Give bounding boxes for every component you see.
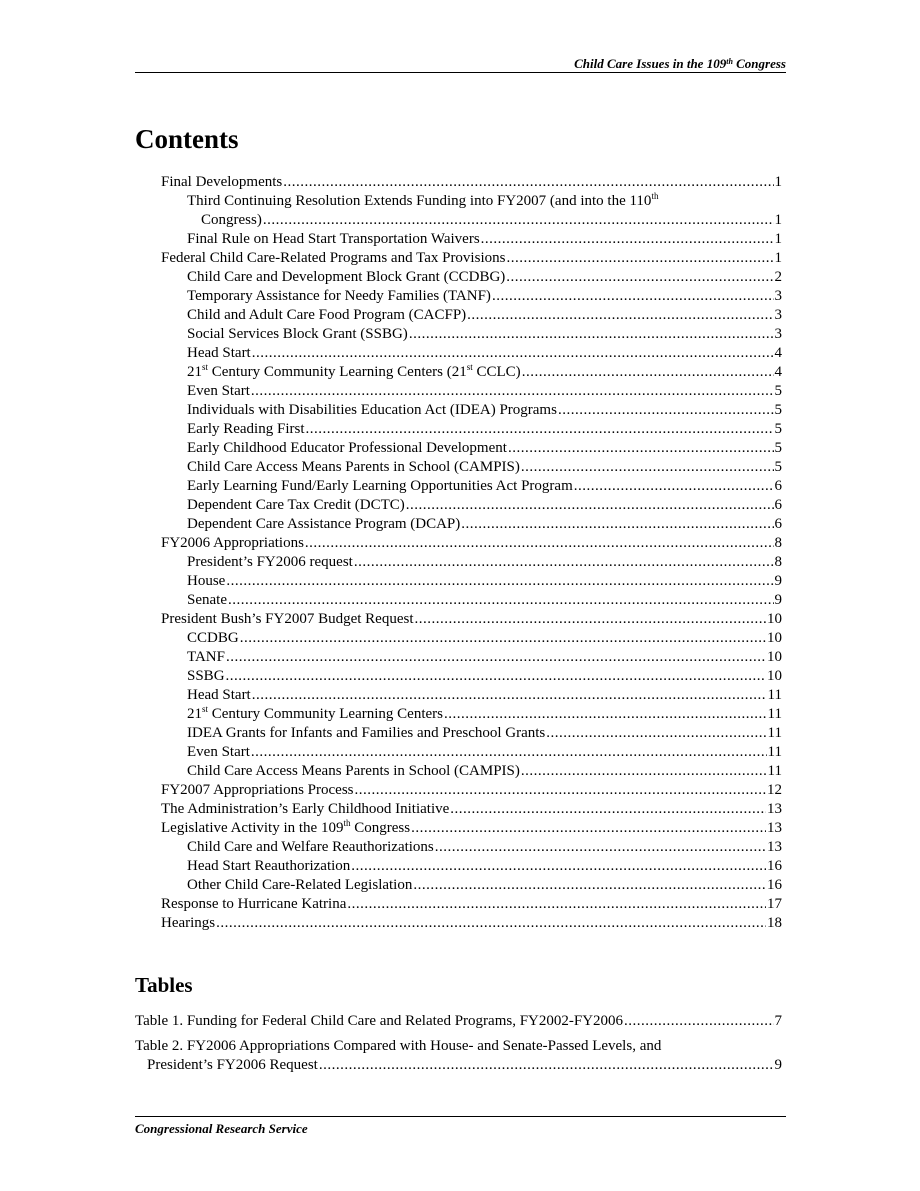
toc-entry-label: Federal Child Care-Related Programs and Tax Provisions [161, 250, 506, 266]
toc-entry-page: 5 [774, 440, 782, 456]
table-entry-label-continued: President’s FY2006 Request [147, 1057, 318, 1073]
toc-entry-page: 11 [767, 687, 782, 703]
dot-leader [228, 591, 774, 610]
toc-entry-label: Dependent Care Tax Credit (DCTC) [187, 497, 405, 513]
toc-entry[interactable] [187, 382, 782, 401]
toc-entry-label-text: 21 [187, 706, 202, 722]
toc-entry-label: Head Start [187, 345, 251, 361]
toc-entry-page: 3 [774, 288, 782, 304]
toc-entry-page: 10 [767, 649, 782, 665]
toc-entry-label: Hearings [161, 915, 216, 931]
dot-leader [251, 382, 774, 401]
toc-entry[interactable] [187, 401, 782, 420]
toc-entry[interactable] [187, 477, 782, 496]
dot-leader [305, 534, 774, 553]
running-footer [135, 1116, 786, 1136]
toc-entry[interactable] [187, 325, 782, 344]
toc-entry-label: President Bush’s FY2007 Budget Request [161, 611, 414, 627]
dot-leader [450, 800, 766, 819]
toc-entry-page: 11 [767, 763, 782, 779]
dot-leader [492, 287, 774, 306]
dot-leader [461, 515, 773, 534]
dot-leader [252, 686, 767, 705]
toc-entry-page: 11 [767, 706, 782, 722]
dot-leader [226, 667, 766, 686]
dot-leader [444, 705, 767, 724]
toc-entry[interactable] [187, 572, 782, 591]
header-title-superscript: th [726, 57, 733, 66]
toc-entry[interactable] [187, 363, 782, 382]
toc-entry-label-text: Legislative Activity in the 109 [161, 820, 344, 836]
toc-entry[interactable] [187, 686, 782, 705]
toc-entry[interactable] [187, 705, 782, 724]
dot-leader [411, 819, 766, 838]
toc-entry-label: Early Childhood Educator Professional Development [187, 440, 507, 456]
dot-leader [355, 781, 767, 800]
toc-entry-page: 5 [774, 459, 782, 475]
toc-entry-label: Child Care and Development Block Grant (CCDBG) [187, 269, 506, 285]
toc-entry-page: 4 [774, 364, 782, 380]
dot-leader [558, 401, 774, 420]
toc-entry[interactable] [187, 192, 782, 230]
dot-leader [347, 895, 766, 914]
dot-leader [252, 344, 774, 363]
toc-entry-superscript: th [343, 818, 351, 828]
toc-entry-label: Child Care Access Means Parents in School (CAMPIS) [187, 459, 520, 475]
running-header [135, 54, 786, 73]
toc-entry[interactable] [187, 667, 782, 686]
table-entry[interactable] [135, 1037, 782, 1075]
toc-entry-page: 6 [774, 478, 782, 494]
toc-entry-page: 2 [774, 269, 782, 285]
dot-leader [251, 743, 767, 762]
toc-entry[interactable] [161, 534, 782, 553]
toc-entry-label: Final Rule on Head Start Transportation Waivers [187, 231, 480, 247]
toc-entry-page: 5 [774, 383, 782, 399]
dot-leader [574, 477, 774, 496]
dot-leader [319, 1056, 774, 1075]
toc-entry-page: 8 [774, 535, 782, 551]
toc-entry-page: 16 [767, 858, 782, 874]
table-entry-page: 9 [774, 1057, 782, 1073]
toc-entry-label [187, 192, 782, 211]
toc-entry-page: 16 [767, 877, 782, 893]
toc-entry-superscript: st [202, 704, 209, 714]
dot-leader [263, 211, 774, 230]
toc-entry[interactable] [187, 724, 782, 743]
toc-entry[interactable] [187, 287, 782, 306]
toc-entry-label-text: Congress [350, 820, 411, 836]
toc-entry[interactable] [161, 610, 782, 629]
toc-entry-label: Child Care and Welfare Reauthorizations [187, 839, 434, 855]
toc-entry-page: 18 [767, 915, 782, 931]
toc-entry-label: FY2006 Appropriations [161, 535, 304, 551]
toc-entry[interactable] [161, 914, 782, 933]
toc-entry[interactable] [187, 591, 782, 610]
toc-entry[interactable] [187, 420, 782, 439]
dot-leader [467, 306, 773, 325]
header-title-suffix: Congress [732, 56, 786, 71]
toc-entry-page: 5 [774, 421, 782, 437]
toc-entry-page: 3 [774, 307, 782, 323]
table-entry-label: Table 2. FY2006 Appropriations Compared with House- and Senate-Passed Levels, and [135, 1038, 662, 1054]
toc-entry-label: Child Care Access Means Parents in School (CAMPIS) [187, 763, 520, 779]
toc-entry-label [161, 819, 410, 838]
toc-entry[interactable] [161, 895, 782, 914]
toc-entry-page: 12 [767, 782, 782, 798]
toc-entry-page: 3 [774, 326, 782, 342]
toc-entry-label: President’s FY2006 request [187, 554, 353, 570]
tables-heading: Tables [135, 973, 193, 997]
dot-leader [506, 268, 773, 287]
toc-entry-page: 10 [767, 630, 782, 646]
dot-leader [415, 610, 766, 629]
toc-entry-page: 9 [774, 592, 782, 608]
toc-entry[interactable] [187, 230, 782, 249]
toc-entry-superscript: st [466, 362, 473, 372]
toc-entry-page: 11 [767, 725, 782, 741]
toc-entry[interactable] [161, 173, 782, 192]
dot-leader [521, 458, 774, 477]
toc-entry-label: Senate [187, 592, 227, 608]
dot-leader [546, 724, 766, 743]
dot-leader [406, 496, 774, 515]
toc-entry-page: 1 [774, 250, 782, 266]
toc-entry-label: Early Reading First [187, 421, 305, 437]
dot-leader [226, 648, 766, 667]
toc-entry-page: 1 [774, 231, 782, 247]
contents-heading: Contents [135, 124, 239, 154]
toc-entry-label: Even Start [187, 383, 250, 399]
toc-entry[interactable] [187, 648, 782, 667]
toc-entry-page: 10 [767, 668, 782, 684]
toc-entry-label: Head Start Reauthorization [187, 858, 351, 874]
footer-text: Congressional Research Service [135, 1121, 308, 1136]
toc-entry-label: Response to Hurricane Katrina [161, 896, 347, 912]
toc-entry-page: 8 [774, 554, 782, 570]
toc-entry-page: 13 [767, 801, 782, 817]
toc-entry-superscript: th [651, 191, 659, 201]
toc-entry-label: SSBG [187, 668, 225, 684]
toc-entry-label: Other Child Care-Related Legislation [187, 877, 413, 893]
toc-entry[interactable] [187, 857, 782, 876]
toc-entry[interactable] [187, 306, 782, 325]
toc-entry-label: Temporary Assistance for Needy Families (TANF) [187, 288, 491, 304]
toc-entry[interactable] [187, 553, 782, 572]
dot-leader [481, 230, 774, 249]
toc-entry-page: 4 [774, 345, 782, 361]
toc-entry-label: Individuals with Disabilities Education Act (IDEA) Programs [187, 402, 557, 418]
header-title [574, 56, 786, 72]
toc-entry[interactable] [187, 629, 782, 648]
toc-entry[interactable] [187, 344, 782, 363]
dot-leader [624, 1012, 773, 1031]
toc-entry[interactable] [187, 762, 782, 781]
dot-leader [283, 173, 773, 192]
toc-entry-page: 6 [774, 497, 782, 513]
dot-leader [506, 249, 773, 268]
toc-entry[interactable] [187, 268, 782, 287]
toc-entry-label: Dependent Care Assistance Program (DCAP) [187, 516, 461, 532]
toc-entry-label: TANF [187, 649, 225, 665]
toc-entry-label-text: 21 [187, 364, 202, 380]
toc-entry-label-text: Century Community Learning Centers [208, 706, 443, 722]
toc-entry-page: 17 [767, 896, 782, 912]
toc-entry-label-text: Third Continuing Resolution Extends Funding into FY2007 (and into the 110 [187, 193, 652, 209]
toc-entry[interactable] [187, 439, 782, 458]
toc-entry-page: 5 [774, 402, 782, 418]
dot-leader [521, 762, 767, 781]
toc-entry[interactable] [187, 876, 782, 895]
toc-entry-label: Head Start [187, 687, 251, 703]
toc-entry[interactable] [161, 800, 782, 819]
toc-entry-label [187, 705, 443, 724]
dot-leader [240, 629, 766, 648]
toc-entry-label: FY2007 Appropriations Process [161, 782, 354, 798]
toc-entry-label: Child and Adult Care Food Program (CACFP) [187, 307, 467, 323]
toc-entry-label: Even Start [187, 744, 250, 760]
list-of-tables [135, 1012, 782, 1081]
toc-entry-page: 6 [774, 516, 782, 532]
dot-leader [305, 420, 773, 439]
toc-entry[interactable] [187, 743, 782, 762]
toc-entry[interactable] [161, 249, 782, 268]
toc-entry-page: 1 [774, 212, 782, 228]
dot-leader [226, 572, 773, 591]
toc-entry[interactable] [187, 515, 782, 534]
toc-entry-label [187, 363, 521, 382]
toc-entry-label: CCDBG [187, 630, 239, 646]
toc-entry-page: 13 [767, 820, 782, 836]
toc-entry[interactable] [161, 819, 782, 838]
header-title-text: Child Care Issues in the 109 [574, 56, 727, 71]
toc-entry-page: 10 [767, 611, 782, 627]
toc-entry-label: The Administration’s Early Childhood Initiative [161, 801, 450, 817]
dot-leader [354, 553, 774, 572]
table-entry-label: Table 1. Funding for Federal Child Care and Related Programs, FY2002-FY2006 [135, 1013, 624, 1029]
toc-entry[interactable] [187, 496, 782, 515]
toc-entry-label: Social Services Block Grant (SSBG) [187, 326, 408, 342]
toc-entry-page: 11 [767, 744, 782, 760]
toc-entry[interactable] [187, 838, 782, 857]
toc-entry-page: 1 [774, 174, 782, 190]
dot-leader [413, 876, 766, 895]
dot-leader [351, 857, 766, 876]
table-entry[interactable] [135, 1012, 782, 1031]
toc-entry[interactable] [161, 781, 782, 800]
toc-entry-label: Congress) [201, 212, 262, 228]
toc-entry-label-text: CCLC) [472, 364, 521, 380]
toc-entry-superscript: st [202, 362, 209, 372]
dot-leader [409, 325, 774, 344]
toc-entry-label: House [187, 573, 226, 589]
table-entry-page: 7 [774, 1013, 782, 1029]
dot-leader [508, 439, 774, 458]
dot-leader [435, 838, 766, 857]
dot-leader [522, 363, 774, 382]
toc-entry-label: Early Learning Fund/Early Learning Opportunities Act Program [187, 478, 573, 494]
toc-entry[interactable] [187, 458, 782, 477]
toc-entry-label: IDEA Grants for Infants and Families and Preschool Grants [187, 725, 546, 741]
toc-entry-page: 9 [774, 573, 782, 589]
toc-entry-page: 13 [767, 839, 782, 855]
toc-entry-label-text: Century Community Learning Centers (21 [208, 364, 467, 380]
dot-leader [216, 914, 766, 933]
table-of-contents [161, 173, 782, 933]
toc-entry-label: Final Developments [161, 174, 283, 190]
